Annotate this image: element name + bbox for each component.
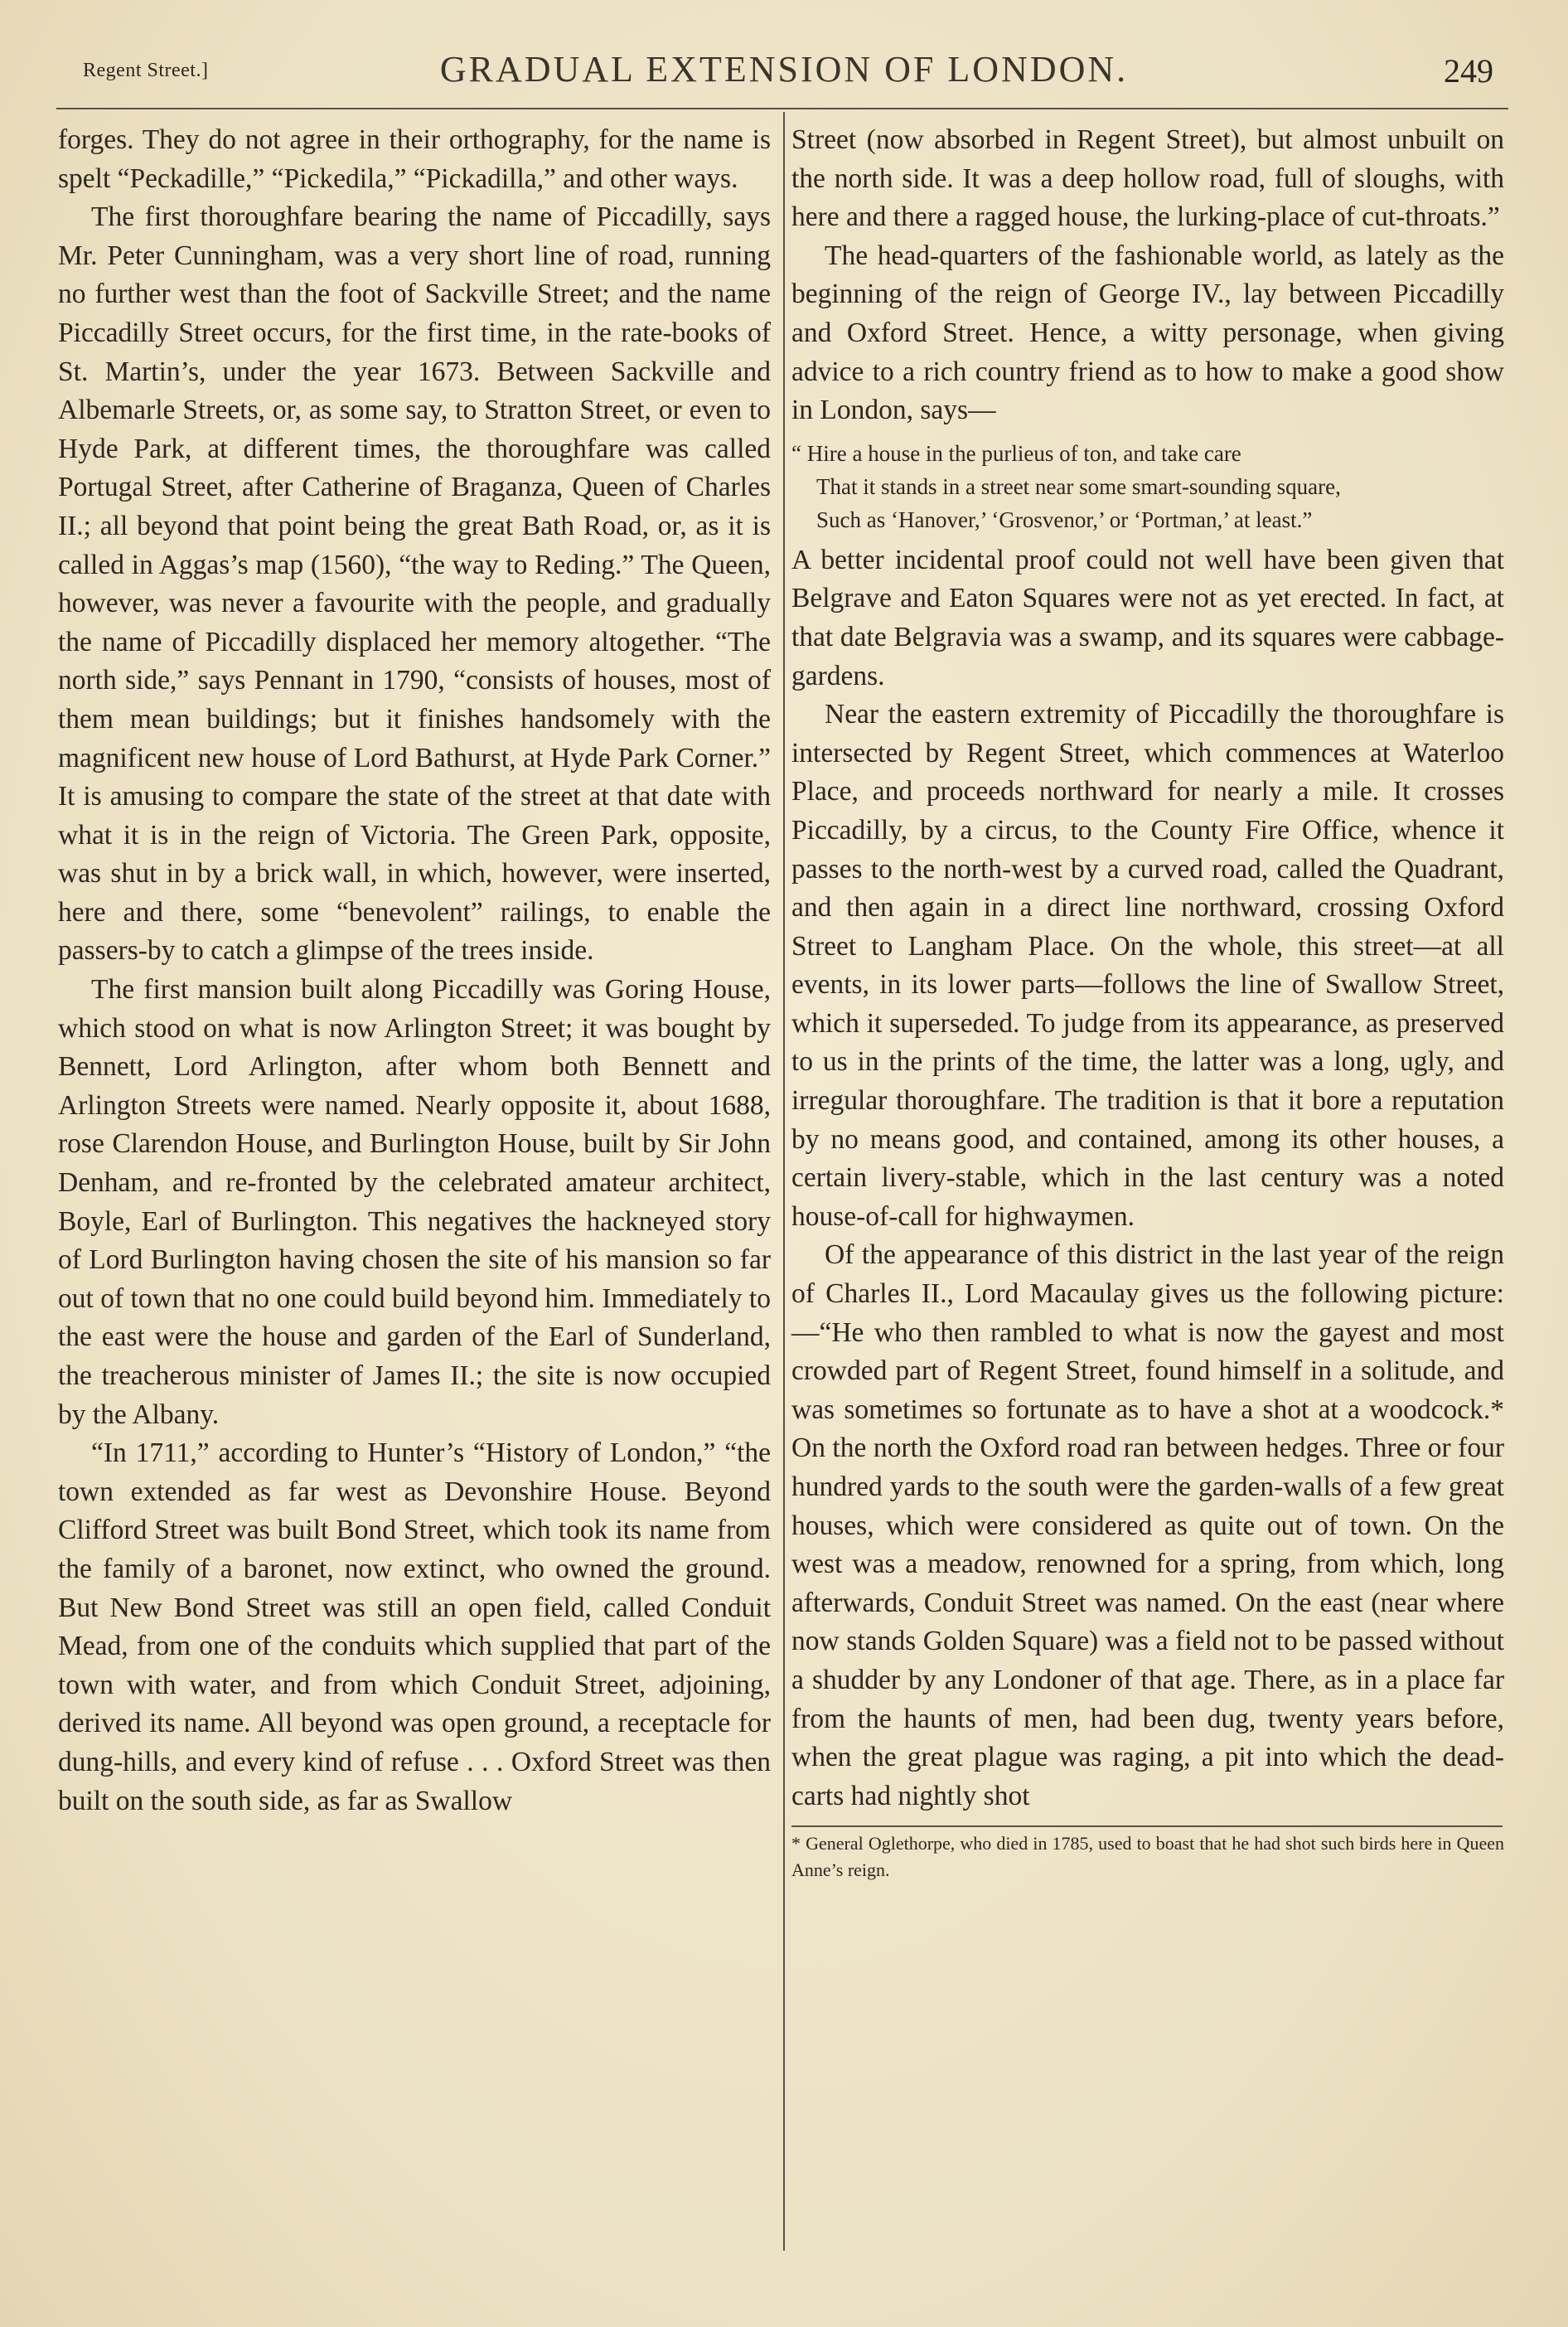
page-number: 249 <box>1444 52 1493 90</box>
header-rule <box>56 108 1508 109</box>
column-divider <box>783 112 785 2251</box>
verse-line: That it stands in a street near some smart-sounding square, <box>816 473 1341 499</box>
section-label: Regent Street.] <box>83 60 209 81</box>
verse-line: “ Hire a house in the purlieus of ton, and take care <box>791 440 1241 466</box>
paragraph: Of the appearance of this district in the last year of the reign of Charles II., Lord Macaulay gives us the following picture:—“He who then rambled to what is now the gayest and most crowded part of Regent Street, found himself in a solitude, and was sometimes so fortunate as to have a shot at a woodcock.* On the north the Oxford road ran between hedges. Three or four hundred yards to the south were the garden-walls of a few great houses, which were considered as quite out of town. On the west was a meadow, renowned for a spring, from which, long afterwards, Conduit Street was named. On the east (near where now stands Golden Square) was a field not to be passed without a shudder by any Londoner of that age. There, as in a place far from the haunts of men, had been dug, twenty years before, when the great plague was raging, a pit into which the dead-carts had nightly shot <box>791 1239 1504 1811</box>
footnote: * General Oglethorpe, who died in 1785, used to boast that he had shot such birds here in Queen Anne’s reign. <box>791 1833 1504 1881</box>
right-column <box>791 121 1504 1883</box>
footnote-rule <box>791 1825 1503 1827</box>
paragraph: Near the eastern extremity of Piccadilly the thoroughfare is intersected by Regent Street, which commences at Waterloo Place, and proceeds northward for nearly a mile. It crosses Piccadilly, by a circus, to the County Fire Office, whence it passes to the north-west by a curved road, called the Quadrant, and then again in a direct line northward, crossing Oxford Street to Langham Place. On the whole, this street—at all events, in its lower parts—follows the line of Swallow Street, which it superseded. To judge from its appearance, as preserved to us in the prints of the time, the latter was a long, ugly, and irregular thoroughfare. The tradition is that it bore a reputation by no means good, and contained, among its other houses, a certain livery-stable, which in the last century was a noted house-of-call for highwaymen. <box>791 699 1504 1232</box>
paragraph: The first thoroughfare bearing the name of Piccadilly, says Mr. Peter Cunningham, was a very short line of road, running no further west than the foot of Sackville Street; and the name Piccadilly Street occurs, for the first time, in the rate-books of St. Martin’s, under the year 1673. Between Sackville and Albemarle Streets, or, as some say, to Stratton Street, or even to Hyde Park, at different times, the thoroughfare was called Portugal Street, after Catherine of Braganza, Queen of Charles II.; all beyond that point being the great Bath Road, or, as it is called in Aggas’s map (1560), “the way to Reding.” The Queen, however, was never a favourite with the people, and gradually the name of Piccadilly displaced her memory altogether. “The north side,” says Pennant in 1790, “consists of houses, most of them mean buildings; but it finishes handsomely with the magnificent new house of Lord Bathurst, at Hyde Park Corner.” It is amusing to compare the state of the street at that date with what it is in the reign of Victoria. The Green Park, opposite, was shut in by a brick wall, in which, however, were inserted, here and there, some “benevolent” railings, to enable the passers-by to catch a glimpse of the trees inside. <box>58 201 771 967</box>
paragraph: The head-quarters of the fashionable world, as lately as the beginning of the reign of George IV., lay between Piccadilly and Oxford Street. Hence, a witty personage, when giving advice to a rich country friend as to how to make a good show in London, says— <box>791 240 1504 426</box>
page-title: GRADUAL EXTENSION OF LONDON. <box>439 49 1129 90</box>
verse-line: Such as ‘Hanover,’ ‘Grosvenor,’ or ‘Portman,’ at least.” <box>816 507 1313 532</box>
verse-quotation <box>791 437 1504 536</box>
paragraph: “In 1711,” according to Hunter’s “History of London,” “the town extended as far west as Devonshire House. Beyond Clifford Street was built Bond Street, which took its name from the family of a baronet, now extinct, who owned the ground. But New Bond Street was still an open field, called Conduit Mead, from one of the conduits which supplied that part of the town with water, and from which Conduit Street, adjoining, derived its name. All beyond was open ground, a receptacle for dung-hills, and every kind of refuse . . . Oxford Street was then built on the south side, as far as Swallow <box>58 1437 771 1816</box>
running-header <box>58 48 1510 98</box>
paragraph: forges. They do not agree in their orthography, for the name is spelt “Peckadille,” “Pickedila,” “Pickadilla,” and other ways. <box>58 124 771 194</box>
paragraph: A better incidental proof could not well have been given that Belgrave and Eaton Squares were not as yet erected. In fact, at that date Belgravia was a swamp, and its squares were cabbage-gardens. <box>791 544 1504 691</box>
left-column <box>58 121 771 1820</box>
paragraph: The first mansion built along Piccadilly was Goring House, which stood on what is now Arlington Street; it was bought by Bennett, Lord Arlington, after whom both Bennett and Arlington Streets were named. Nearly opposite it, about 1688, rose Clarendon House, and Burlington House, built by Sir John Denham, and re-fronted by the celebrated amateur architect, Boyle, Earl of Burlington. This negatives the hackneyed story of Lord Burlington having chosen the site of his mansion so far out of town that no one could build beyond him. Immediately to the east were the house and garden of the Earl of Sunderland, the treacherous minister of James II.; the site is now occupied by the Albany. <box>58 974 771 1430</box>
paragraph: Street (now absorbed in Regent Street), but almost unbuilt on the north side. It was a deep hollow road, full of sloughs, with here and there a ragged house, the lurking-place of cut-throats.” <box>791 124 1504 233</box>
